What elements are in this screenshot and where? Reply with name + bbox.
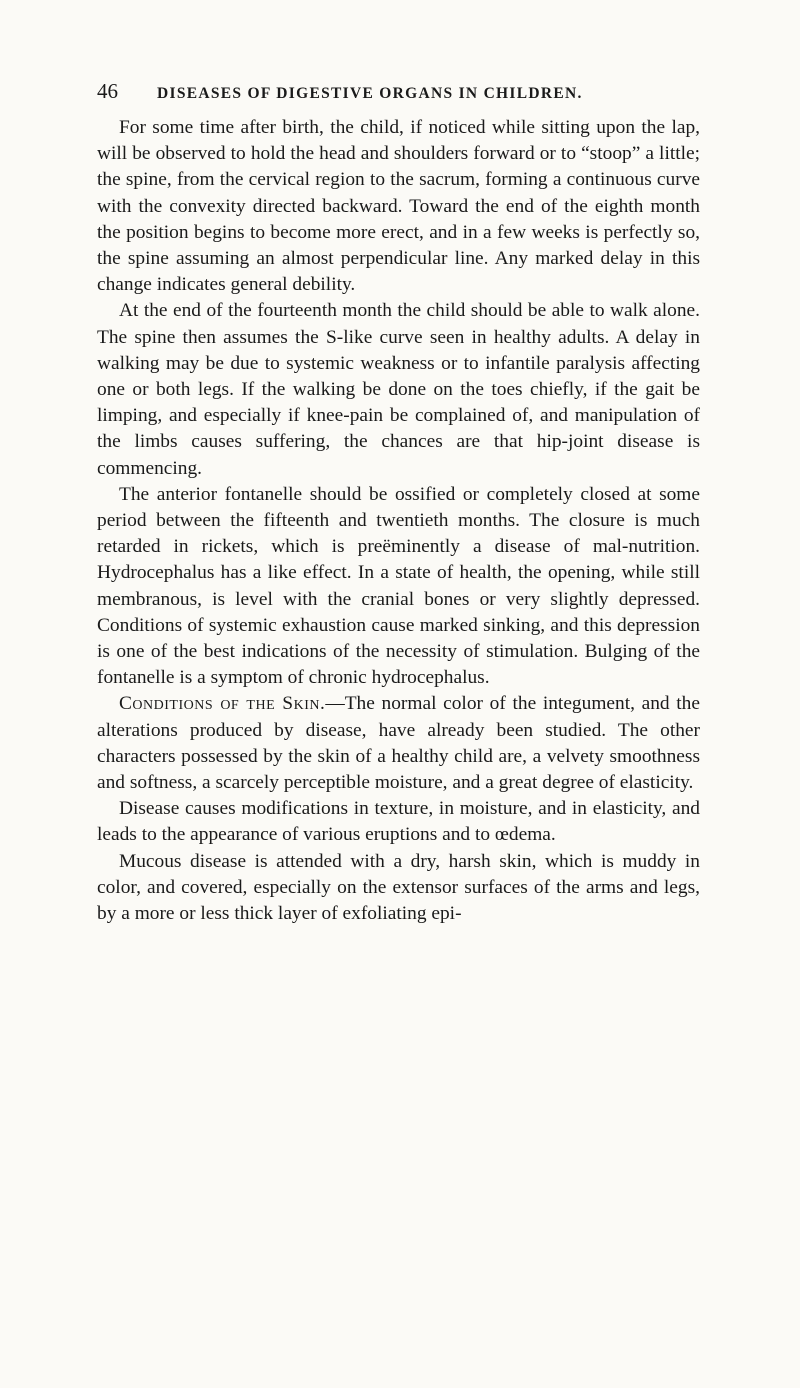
paragraph-posture: For some time after birth, the child, if noticed while sitting upon the lap, will be observed to hold the head and shoulders forward or to “stoop” a little; the spine, from the cervical region to the sacrum, forming a continuous curve with the convexity directed backward. Toward the end of the eighth month the position begins to become more erect, and in a few weeks is perfectly so, the spine assuming an almost perpendicular line. Any marked delay in this change indicates general debility. <box>97 117 700 296</box>
paragraph-mucous-disease: Mucous disease is attended with a dry, harsh skin, which is muddy in color, and covered, especially on the extensor surfaces of the arms and legs, by a more or less thick layer of exfoliating epi- <box>97 850 700 925</box>
paragraph-disease-modifications: Disease causes modifications in texture, in moisture, and in elasticity, and leads to the appearance of various eruptions and to œdema. <box>97 798 700 846</box>
running-head <box>97 79 700 109</box>
body-text <box>97 115 700 927</box>
paragraph-fontanelle: The anterior fontanelle should be ossified or completely closed at some period between the fifteenth and twentieth months. The closure is much retarded in rickets, which is preëminently a disease of mal-nutrition. Hydrocephalus has a like effect. In a state of health, the opening, while still membranous, is level with the cranial bones or very slightly depressed. Conditions of systemic exhaustion cause marked sinking, and this depression is one of the best indications of the necessity of stimulation. Bulging of the fontanelle is a symptom of chronic hydrocephalus. <box>97 483 700 689</box>
section-heading-skin: Conditions of the Skin. <box>119 693 326 715</box>
paragraph-walking: At the end of the fourteenth month the child should be able to walk alone. The spine then assumes the S-like curve seen in healthy adults. A delay in walking may be due to systemic weakness or to infantile paralysis affecting one or both legs. If the walking be done on the toes chiefly, if the gait be limping, and especially if knee-pain be complained of, and manipulation of the limbs causes suffering, the chances are that hip-joint disease is commencing. <box>97 300 700 479</box>
book-page <box>0 79 800 1388</box>
page-number: 46 <box>97 79 118 103</box>
running-title: DISEASES OF DIGESTIVE ORGANS IN CHILDREN. <box>157 85 583 102</box>
paragraph-skin-conditions <box>97 691 700 796</box>
paragraph-skin-text: —The normal color of the integument, and the alterations produced by disease, have already been studied. The other characters possessed by the skin of a healthy child are, a velvety smoothness and softness, a scarcely perceptible moisture, and a great degree of elasticity. <box>97 693 700 794</box>
